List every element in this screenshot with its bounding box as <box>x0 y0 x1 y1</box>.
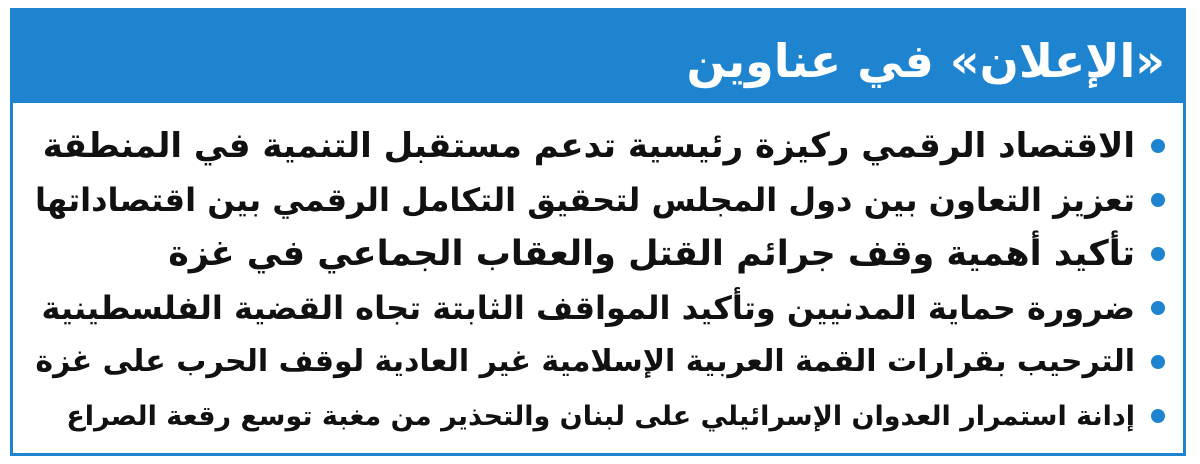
headlines-list <box>31 119 1165 443</box>
headline-text: ضرورة حماية المدنيين وتأكيد المواقف الثابتة تجاه القضية الفلسطينية <box>41 289 1135 327</box>
list-item <box>31 335 1165 389</box>
list-item <box>31 389 1165 443</box>
bullet-icon <box>1151 409 1165 423</box>
bullet-icon <box>1151 139 1165 153</box>
headline-text: تأكيد أهمية وقف جرائم القتل والعقاب الجماعي في غزة <box>168 233 1135 274</box>
headline-text: الاقتصاد الرقمي ركيزة رئيسية تدعم مستقبل التنمية في المنطقة <box>42 126 1135 166</box>
headlines-box <box>10 8 1186 456</box>
bullet-icon <box>1151 355 1165 369</box>
list-item <box>31 119 1165 173</box>
header-title: «الإعلان» في عناوين <box>686 34 1165 88</box>
bullet-icon <box>1151 301 1165 315</box>
headline-text: الترحيب بقرارات القمة العربية الإسلامية غير العادية لوقف الحرب على غزة <box>35 344 1135 379</box>
list-item <box>31 281 1165 335</box>
bullet-icon <box>1151 193 1165 207</box>
header-bar <box>13 11 1183 103</box>
bullet-icon <box>1151 247 1165 261</box>
list-item <box>31 173 1165 227</box>
list-item <box>31 227 1165 281</box>
headline-text: تعزيز التعاون بين دول المجلس لتحقيق التكامل الرقمي بين اقتصاداتها <box>35 181 1135 219</box>
headline-text: إدانة استمرار العدوان الإسرائيلي على لبنان والتحذير من مغبة توسع رقعة الصراع <box>66 400 1135 432</box>
